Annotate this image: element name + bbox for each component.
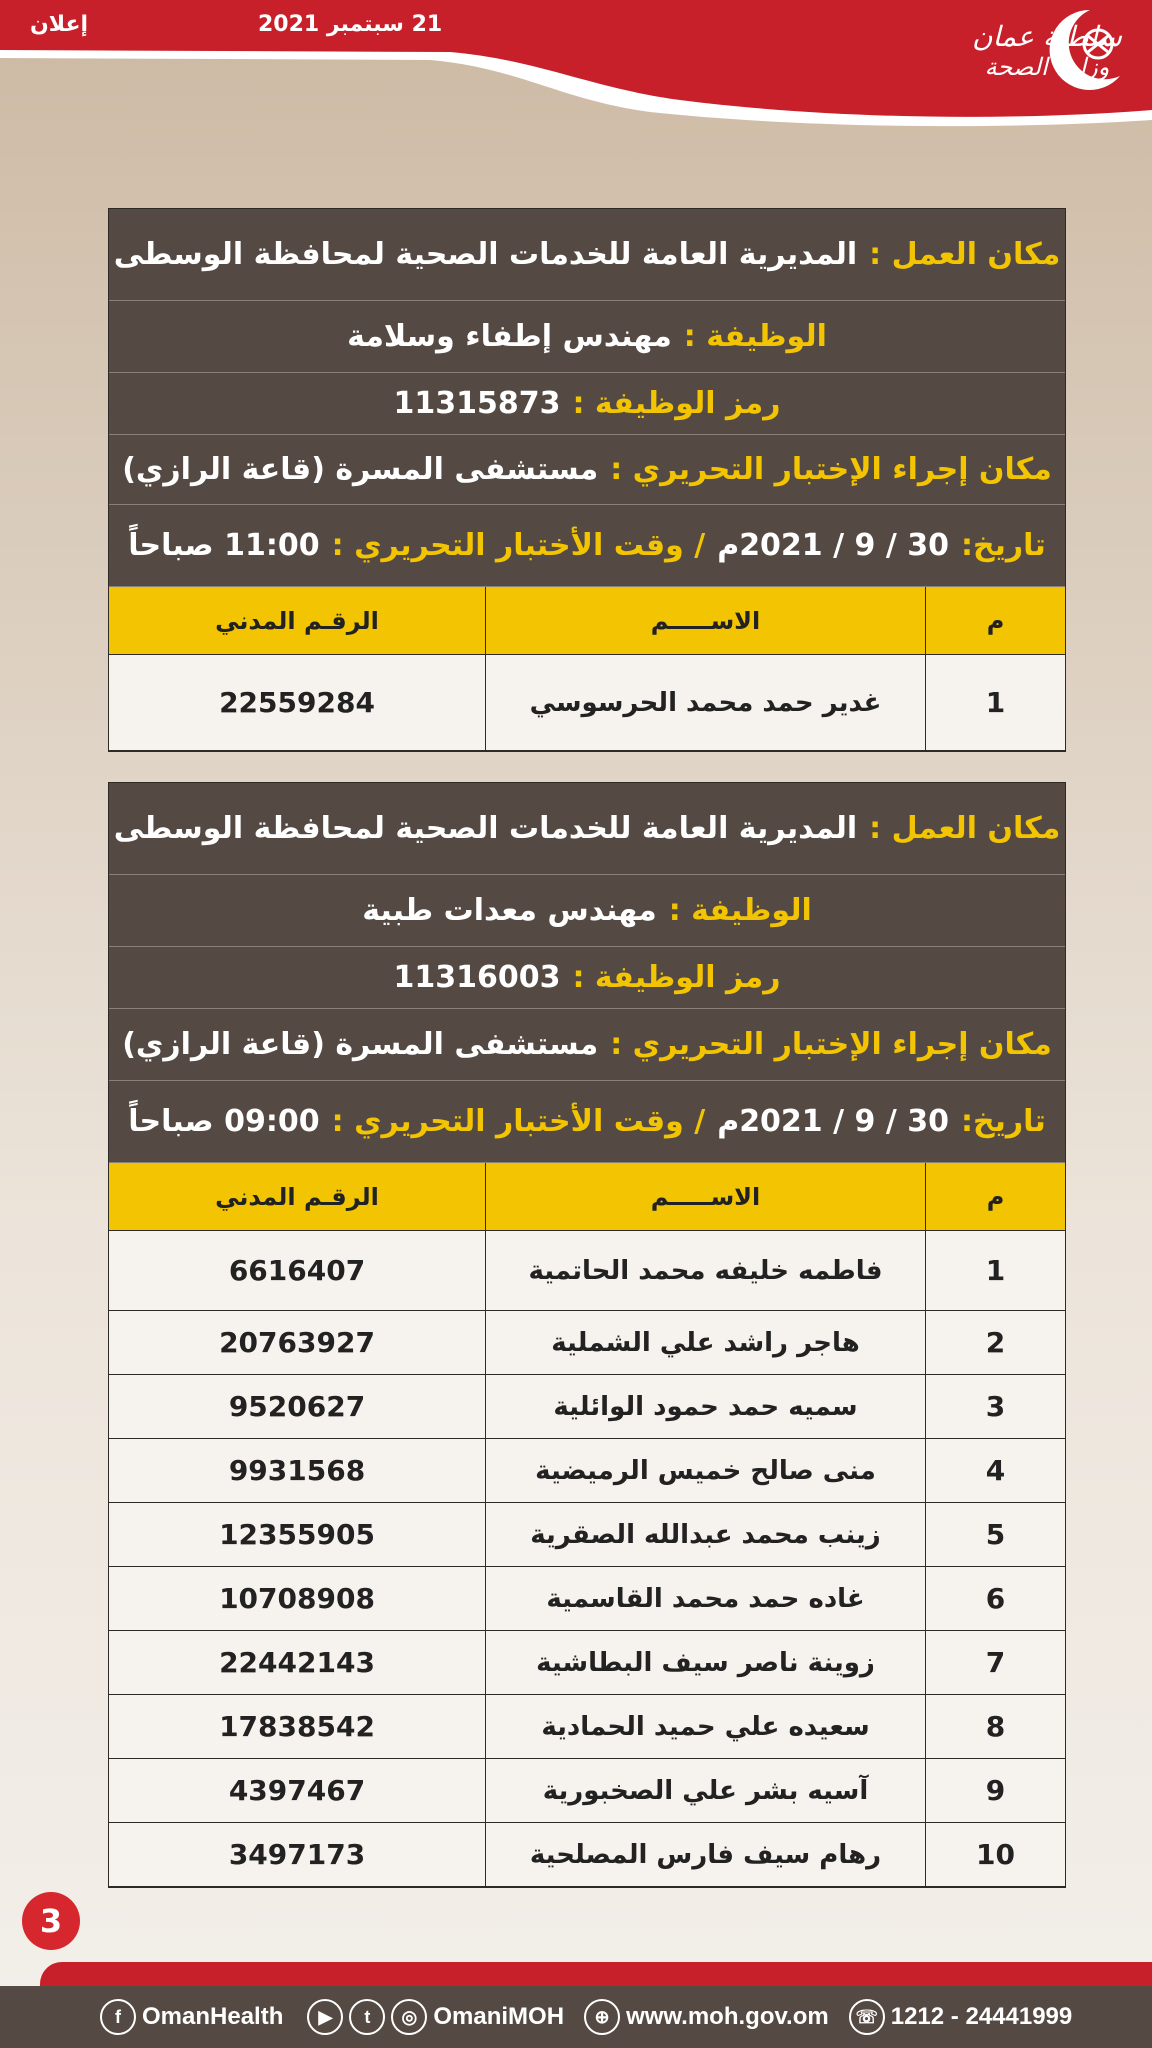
website-url: www.moh.gov.om xyxy=(626,2003,829,2030)
workplace-row xyxy=(109,783,1065,875)
logo-line1: سلطنة عمان xyxy=(971,20,1122,53)
phone-icon: ☏ xyxy=(849,1999,885,2035)
candidate-name: آسيه بشر علي الصخبورية xyxy=(485,1759,925,1823)
job-code-label: رمز الوظيفة : xyxy=(572,386,781,421)
row-number: 8 xyxy=(925,1695,1065,1759)
venue-label: مكان إجراء الإختبار التحريري : xyxy=(610,452,1052,487)
youtube-icon: ▶ xyxy=(307,1999,343,2035)
date-value: 30 / 9 / 2021م xyxy=(717,1104,950,1139)
col-header-civil-id: الرقـم المدني xyxy=(109,1163,485,1231)
candidates-table xyxy=(109,1163,1065,1887)
row-number: 1 xyxy=(925,655,1065,751)
col-header-name: الاســـــم xyxy=(485,587,925,655)
logo-line2: وزارة الصحة xyxy=(984,53,1110,81)
exam-datetime-row xyxy=(109,1081,1065,1163)
twitter-icon: t xyxy=(349,1999,385,2035)
job-block-1 xyxy=(108,208,1066,752)
candidate-name: رهام سيف فارس المصلحية xyxy=(485,1823,925,1887)
job-value: مهندس إطفاء وسلامة xyxy=(347,319,672,354)
civil-id: 3497173 xyxy=(109,1823,485,1887)
candidate-name: سميه حمد حمود الوائلية xyxy=(485,1375,925,1439)
job-code-label: رمز الوظيفة : xyxy=(572,960,781,995)
candidate-name: فاطمه خليفه محمد الحاتمية xyxy=(485,1231,925,1311)
candidate-name: غاده حمد محمد القاسمية xyxy=(485,1567,925,1631)
phone-number: 1212 - 24441999 xyxy=(890,2003,1073,2030)
civil-id: 17838542 xyxy=(109,1695,485,1759)
workplace-value: المديرية العامة للخدمات الصحية لمحافظة الوسطى xyxy=(113,811,858,846)
col-header-number: م xyxy=(925,587,1065,655)
workplace-label: مكان العمل : xyxy=(869,811,1061,846)
social-links[interactable] xyxy=(307,1999,564,2035)
job-label: الوظيفة : xyxy=(668,893,812,928)
page-number-badge: 3 xyxy=(22,1892,80,1950)
venue-value: مستشفى المسرة (قاعة الرازي) xyxy=(122,452,599,487)
candidates-table xyxy=(109,587,1065,751)
globe-icon: ⊕ xyxy=(584,1999,620,2035)
venue-value: مستشفى المسرة (قاعة الرازي) xyxy=(122,1027,599,1062)
website-link[interactable] xyxy=(584,1999,829,2035)
candidate-name: غدير حمد محمد الحرسوسي xyxy=(485,655,925,751)
date-label: تاريخ: xyxy=(961,528,1046,563)
col-header-name: الاســـــم xyxy=(485,1163,925,1231)
workplace-value: المديرية العامة للخدمات الصحية لمحافظة الوسطى xyxy=(113,237,858,272)
civil-id: 9931568 xyxy=(109,1439,485,1503)
venue-label: مكان إجراء الإختبار التحريري : xyxy=(610,1027,1052,1062)
row-number: 1 xyxy=(925,1231,1065,1311)
social-handle: OmaniMOH xyxy=(433,2003,565,2030)
candidate-name: منى صالح خميس الرميضية xyxy=(485,1439,925,1503)
time-value: 11:00 صباحاً xyxy=(128,528,320,563)
workplace-label: مكان العمل : xyxy=(869,237,1061,272)
page-header xyxy=(0,0,1152,140)
venue-row xyxy=(109,1009,1065,1081)
civil-id: 20763927 xyxy=(109,1311,485,1375)
phone-link[interactable] xyxy=(849,1999,1073,2035)
facebook-icon: f xyxy=(100,1999,136,2035)
footer-accent-bar xyxy=(40,1962,1152,1986)
header-date: 21 سبتمبر 2021 xyxy=(258,12,443,37)
candidate-name: زينب محمد عبدالله الصقرية xyxy=(485,1503,925,1567)
job-code-row xyxy=(109,947,1065,1009)
col-header-civil-id: الرقـم المدني xyxy=(109,587,485,655)
row-number: 10 xyxy=(925,1823,1065,1887)
candidate-name: سعيده علي حميد الحمادية xyxy=(485,1695,925,1759)
time-label: / وقت الأختبار التحريري : xyxy=(331,1104,706,1139)
exam-datetime-row xyxy=(109,505,1065,587)
job-value: مهندس معدات طبية xyxy=(362,893,657,928)
row-number: 2 xyxy=(925,1311,1065,1375)
job-block-2 xyxy=(108,782,1066,1888)
date-label: تاريخ: xyxy=(961,1104,1046,1139)
row-number: 4 xyxy=(925,1439,1065,1503)
civil-id: 4397467 xyxy=(109,1759,485,1823)
row-number: 7 xyxy=(925,1631,1065,1695)
ministry-name xyxy=(972,22,1122,82)
row-number: 9 xyxy=(925,1759,1065,1823)
facebook-link[interactable] xyxy=(100,1999,283,2035)
job-row xyxy=(109,875,1065,947)
row-number: 3 xyxy=(925,1375,1065,1439)
job-label: الوظيفة : xyxy=(683,319,827,354)
time-label: / وقت الأختبار التحريري : xyxy=(331,528,706,563)
venue-row xyxy=(109,435,1065,505)
civil-id: 9520627 xyxy=(109,1375,485,1439)
row-number: 5 xyxy=(925,1503,1065,1567)
col-header-number: م xyxy=(925,1163,1065,1231)
page-footer xyxy=(0,1986,1152,2048)
civil-id: 12355905 xyxy=(109,1503,485,1567)
date-value: 30 / 9 / 2021م xyxy=(717,528,950,563)
announcement-label: إعلان xyxy=(30,12,89,37)
row-number: 6 xyxy=(925,1567,1065,1631)
civil-id: 22442143 xyxy=(109,1631,485,1695)
instagram-icon: ◎ xyxy=(391,1999,427,2035)
job-code-value: 11315873 xyxy=(393,386,561,421)
job-row xyxy=(109,301,1065,373)
candidate-name: زوينة ناصر سيف البطاشية xyxy=(485,1631,925,1695)
facebook-handle: OmanHealth xyxy=(142,2003,284,2030)
civil-id: 22559284 xyxy=(109,655,485,751)
job-code-value: 11316003 xyxy=(393,960,561,995)
time-value: 09:00 صباحاً xyxy=(128,1104,320,1139)
civil-id: 10708908 xyxy=(109,1567,485,1631)
workplace-row xyxy=(109,209,1065,301)
candidate-name: هاجر راشد علي الشملية xyxy=(485,1311,925,1375)
job-code-row xyxy=(109,373,1065,435)
civil-id: 6616407 xyxy=(109,1231,485,1311)
